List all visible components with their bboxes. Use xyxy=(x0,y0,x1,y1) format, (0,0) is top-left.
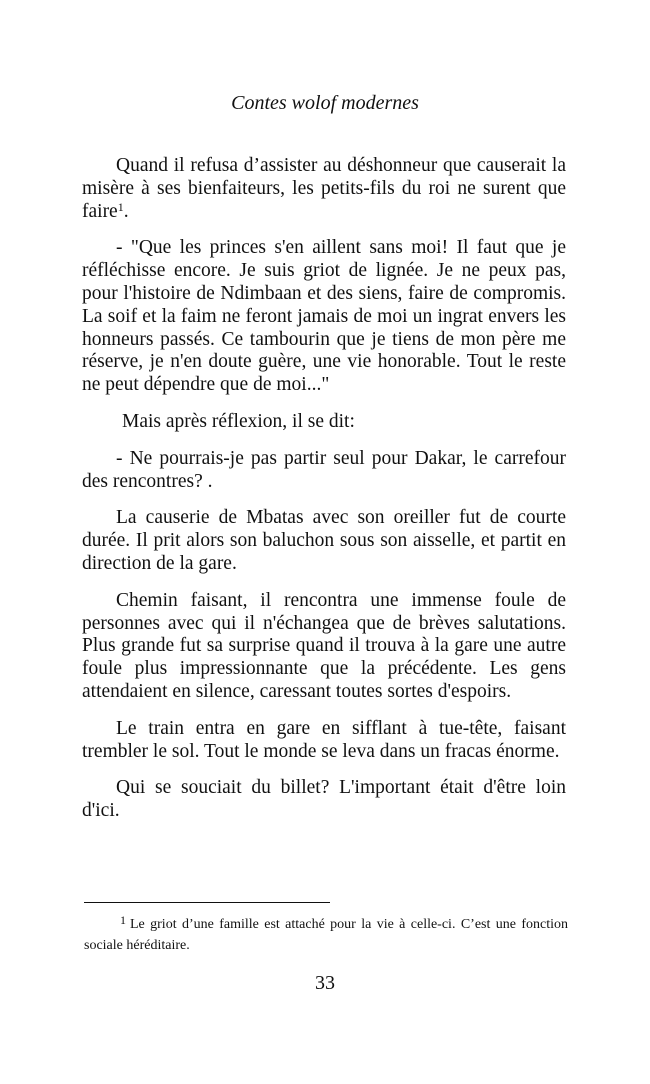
footnote-divider xyxy=(84,902,330,903)
paragraph-8: Qui se souciait du billet? L'important était d'être loin d'ici. xyxy=(82,777,566,822)
paragraph-3: Mais après réflexion, il se dit: xyxy=(122,410,355,432)
paragraph-1-text: Quand il refusa d’assister au déshonneur que causerait la misère à ses bienfaiteurs, les petits-fils du roi ne surent que faire xyxy=(82,155,566,222)
paragraph-7: Le train entra en gare en sifflant à tue-tête, faisant trembler le sol. Tout le monde se leva dans un fracas énorme. xyxy=(82,717,566,762)
running-header: Contes wolof modernes xyxy=(231,92,419,114)
paragraph-4: - Ne pourrais-je pas partir seul pour Dakar, le carrefour des rencontres? . xyxy=(82,447,566,492)
paragraph-5: La causerie de Mbatas avec son oreiller fut de courte durée. Il prit alors son baluchon sous son aisselle, et partit en direction de la gare. xyxy=(82,507,566,574)
body-text xyxy=(82,155,566,823)
footnote-reference: 1 xyxy=(117,199,124,214)
page-number: 33 xyxy=(315,972,335,994)
paragraph-1-end: . xyxy=(123,200,129,222)
paragraph-1 xyxy=(82,155,566,223)
footnote-marker: 1 xyxy=(120,913,126,927)
footnote-text: Le griot d’une famille est attaché pour la vie à celle-ci. C’est une fonction sociale héréditaire. xyxy=(84,917,568,953)
paragraph-6: Chemin faisant, il rencontra une immense foule de personnes avec qui il n'échangea que de brèves salutations. Plus grande fut sa surprise quand il trouva à la gare une autre foule plus impressionnante que la précédente. Les gens attendaient en silence, caressant toutes sortes d'espoirs. xyxy=(82,589,566,702)
footnote xyxy=(84,914,568,956)
paragraph-2: - "Que les princes s'en aillent sans moi! Il faut que je réfléchisse encore. Je suis griot de lignée. Je ne peux pas, pour l'histoire de Ndimbaan et des siens, faire de compromis. La soif et la faim ne feront jamais de moi un ingrat envers les honneurs passés. Ce tambourin que je tiens de mon père me réserve, je n'en doute guère, une vie honorable. Tout le reste ne peut dépendre que de moi..." xyxy=(82,237,566,396)
